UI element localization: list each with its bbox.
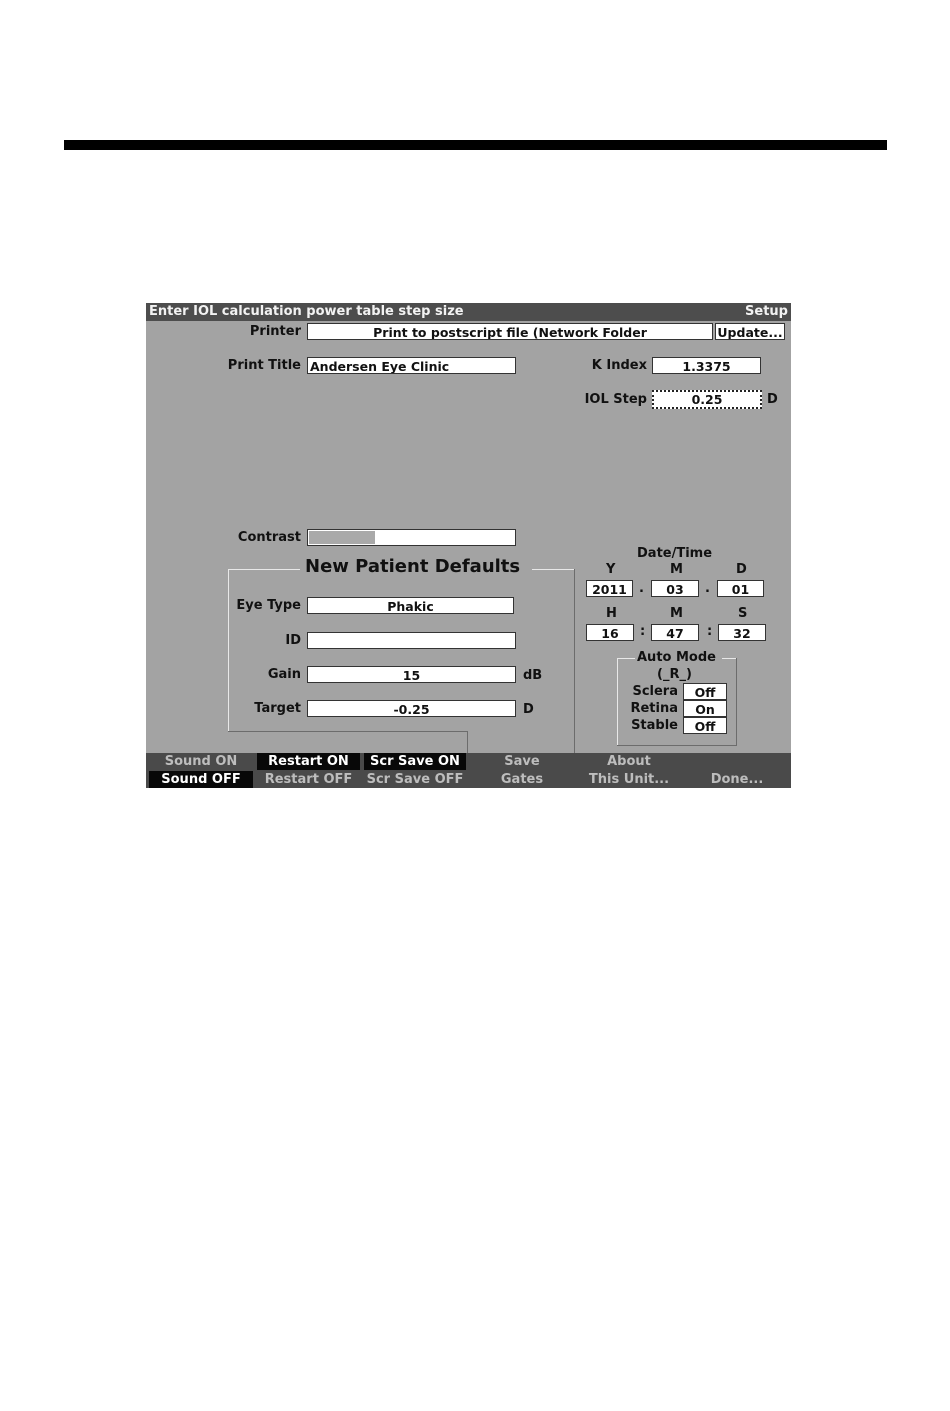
contrast-slider-fill — [309, 531, 375, 544]
restart-on-key[interactable]: Restart ON — [257, 753, 360, 770]
auto-mode-border-top-left — [617, 658, 635, 659]
eye-type-label: Eye Type — [236, 598, 301, 613]
gain-input[interactable]: 15 — [307, 666, 516, 683]
hour-input[interactable]: 16 — [586, 624, 634, 641]
eye-type-select[interactable]: Phakic — [307, 597, 514, 614]
print-title-label: Print Title — [227, 358, 301, 373]
mode-indicator: Setup — [745, 304, 788, 319]
target-input[interactable]: -0.25 — [307, 700, 516, 717]
time-separator: : — [707, 624, 713, 639]
id-label: ID — [285, 633, 301, 648]
page-header-rule — [64, 140, 887, 150]
auto-mode-border-right — [736, 658, 737, 746]
auto-mode-title: Auto Mode — [637, 650, 716, 665]
print-title-input[interactable]: Andersen Eye Clinic — [307, 357, 516, 374]
save-gates-key[interactable]: Save — [504, 754, 540, 769]
setup-screen — [146, 303, 791, 788]
stable-label: Stable — [631, 718, 678, 733]
k-index-input[interactable]: 1.3375 — [652, 357, 761, 374]
defaults-group-border-step — [467, 731, 468, 753]
day-header: D — [736, 562, 747, 577]
k-index-label: K Index — [591, 358, 647, 373]
year-header: Y — [606, 562, 616, 577]
auto-mode-border-top-right — [722, 658, 737, 659]
defaults-group-border-right — [574, 569, 575, 753]
about-unit-key-line2[interactable]: This Unit... — [588, 772, 670, 787]
date-separator: . — [639, 581, 644, 596]
gain-label: Gain — [267, 667, 301, 682]
about-unit-key[interactable]: About — [607, 754, 651, 769]
iol-step-unit: D — [767, 392, 778, 407]
auto-mode-border-bottom — [617, 745, 737, 746]
sound-on-key[interactable]: Sound ON — [164, 754, 238, 769]
target-label: Target — [254, 701, 301, 716]
hour-header: H — [606, 606, 617, 621]
retina-toggle[interactable]: On — [683, 700, 727, 717]
printer-select[interactable]: Print to postscript file (Network Folder — [307, 323, 713, 340]
defaults-group-border-top-left — [228, 569, 300, 570]
sclera-toggle[interactable]: Off — [683, 683, 727, 700]
sclera-label: Sclera — [632, 684, 678, 699]
sound-off-key[interactable]: Sound OFF — [149, 771, 253, 788]
iol-step-label: IOL Step — [584, 392, 647, 407]
time-separator: : — [640, 624, 646, 639]
contrast-label: Contrast — [237, 530, 301, 545]
printer-update-button[interactable]: Update... — [715, 323, 785, 340]
restart-off-key[interactable]: Restart OFF — [264, 772, 353, 787]
printer-label: Printer — [249, 324, 301, 339]
save-gates-key-line2[interactable]: Gates — [500, 772, 544, 787]
defaults-group-border-bottom — [228, 731, 468, 732]
retina-label: Retina — [630, 701, 678, 716]
target-unit: D — [523, 702, 534, 717]
datetime-title: Date/Time — [637, 546, 713, 561]
year-input[interactable]: 2011 — [586, 580, 633, 597]
scr-save-off-key[interactable]: Scr Save OFF — [366, 772, 464, 787]
scr-save-on-key[interactable]: Scr Save ON — [364, 753, 466, 770]
gain-unit: dB — [523, 668, 543, 683]
minute-header: M — [670, 606, 683, 621]
auto-mode-subtitle: (_R_) — [657, 667, 692, 682]
id-input[interactable] — [307, 632, 516, 649]
month-header: M — [670, 562, 683, 577]
contrast-slider[interactable] — [307, 529, 516, 546]
status-message: Enter IOL calculation power table step size — [149, 304, 464, 319]
status-bar — [146, 303, 791, 321]
done-key[interactable]: Done... — [710, 772, 764, 787]
softkey-bar — [146, 753, 791, 788]
iol-step-input[interactable]: 0.25 — [652, 390, 762, 409]
stable-toggle[interactable]: Off — [683, 717, 727, 734]
defaults-group-title: New Patient Defaults — [305, 556, 521, 577]
minute-input[interactable]: 47 — [651, 624, 699, 641]
month-input[interactable]: 03 — [651, 580, 699, 597]
day-input[interactable]: 01 — [717, 580, 764, 597]
second-header: S — [738, 606, 748, 621]
second-input[interactable]: 32 — [718, 624, 766, 641]
date-separator: . — [705, 581, 710, 596]
defaults-group-border-top-right — [532, 569, 575, 570]
